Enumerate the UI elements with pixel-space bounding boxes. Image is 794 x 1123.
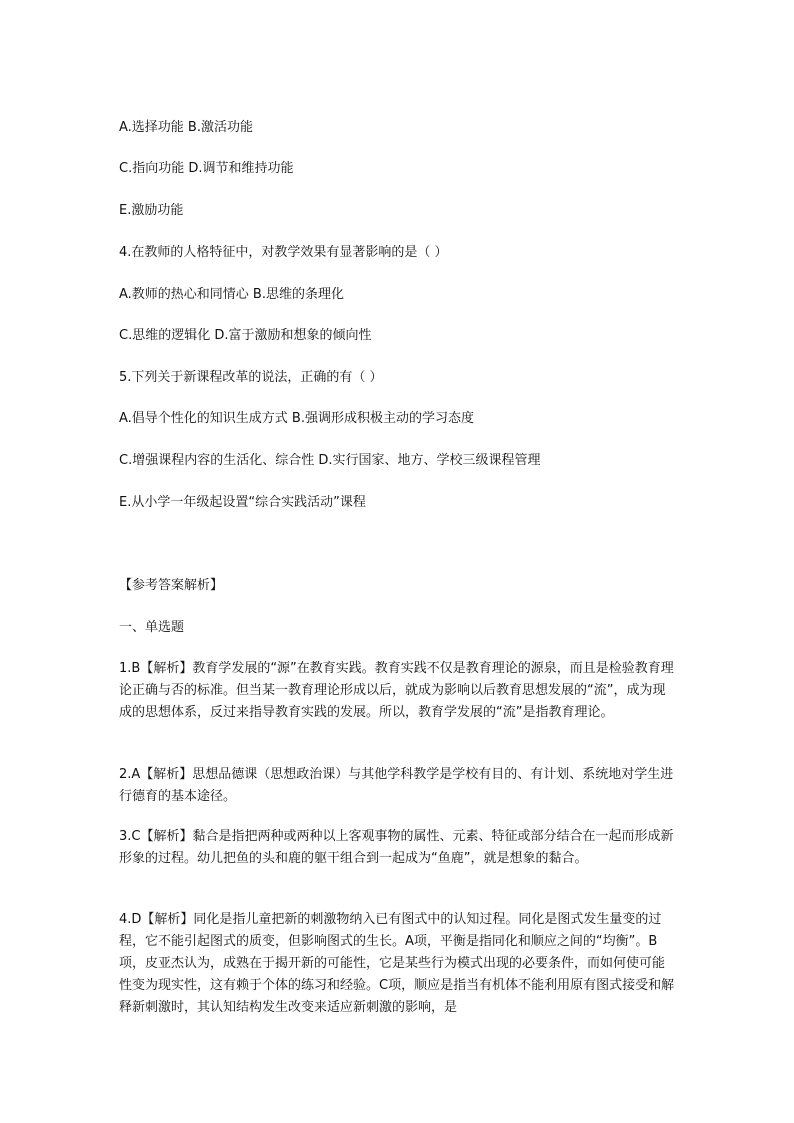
- q4-option-line-c-d: C.思维的逻辑化 D.富于激励和想象的倾向性: [119, 328, 372, 343]
- answer-1: 1.B【解析】教育学发展的“源”在教育实践。教育实践不仅是教育理论的源泉，而且是检验教育理论正确与否的标准。但当某一教育理论形成以后，就成为影响以后教育思想发展的“流”，成为现成的思想体系，反过来指导教育实践的发展。所以，教育学发展的“流”是指教育理论。: [119, 661, 674, 720]
- q5-option-line-a-b: A.倡导个性化的知识生成方式 B.强调形成积极主动的学习态度: [119, 411, 474, 426]
- option-line-a-b: A.选择功能 B.激活功能: [119, 120, 253, 135]
- option-line-c-d: C.指向功能 D.调节和维持功能: [119, 161, 294, 176]
- answer-3: 3.C【解析】黏合是指把两种或两种以上客观事物的属性、元素、特征或部分结合在一起而形成新形象的过程。幼儿把鱼的头和鹿的躯干组合到一起成为“鱼鹿”，就是想象的黏合。: [119, 829, 674, 866]
- question-4: 4.在教师的人格特征中，对教学效果有显著影响的是（ ）: [119, 245, 448, 260]
- answer-2: 2.A【解析】思想品德课（思想政治课）与其他学科教学是学校有目的、有计划、系统地对学生进行德育的基本途径。: [119, 767, 674, 804]
- answer-4: 4.D【解析】同化是指儿童把新的刺激物纳入已有图式中的认知过程。同化是图式发生量变的过程，它不能引起图式的质变，但影响图式的生长。A项，平衡是指同化和顺应之间的“均衡”。B项，皮亚杰认为，成熟在于揭开新的可能性，它是某些行为模式出现的必要条件，而如何使可能性变为现实性，这有赖于个体的练习和经验。C项，顺应是指当有机体不能利用原有图式接受和解释新刺激时，其认知结构发生改变来适应新刺激的影响，是: [119, 912, 675, 1015]
- q5-option-line-c-d: C.增强课程内容的生活化、综合性 D.实行国家、地方、学校三级课程管理: [119, 453, 541, 468]
- answer-section-subtitle: 一、单选题: [119, 620, 185, 635]
- q5-option-line-e: E.从小学一年级起设置“综合实践活动”课程: [119, 495, 366, 510]
- option-line-e: E.激励功能: [119, 203, 184, 218]
- question-5: 5.下列关于新课程改革的说法，正确的有（ ）: [119, 370, 383, 385]
- answer-section-title: 【参考答案解析】: [119, 578, 224, 593]
- q4-option-line-a-b: A.教师的热心和同情心 B.思维的条理化: [119, 287, 344, 302]
